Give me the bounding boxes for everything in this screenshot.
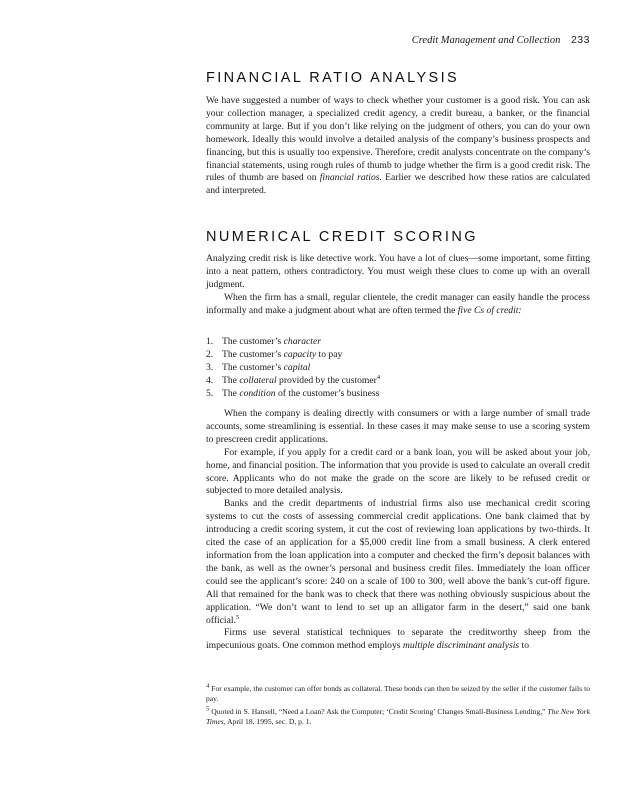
text-run: When the firm has a small, regular clientele, the credit manager can easily handle the process informally and make a judgment about what are often termed the	[206, 291, 590, 316]
paragraph: When the company is dealing directly with consumers or with a large number of small trade accounts, some streamlining is essential. In these cases it may make sense to use a scoring system to prescreen credit applications.	[206, 408, 590, 445]
paragraph: Analyzing credit risk is like detective work. You have a lot of clues—some important, some fitting into a neat pattern, others contradictory. You must weigh these clues to come up with an overall judgment.	[206, 253, 590, 290]
emphasis: collateral	[239, 374, 277, 386]
emphasis: financial ratios.	[319, 172, 382, 184]
heading-financial-ratio-analysis: FINANCIAL RATIO ANALYSIS	[206, 70, 460, 86]
paragraph	[206, 498, 590, 627]
list-item	[206, 388, 590, 401]
credit-scoring-body	[206, 408, 590, 653]
running-head	[206, 34, 590, 46]
footnotes	[206, 684, 590, 729]
emphasis: capital	[283, 361, 311, 373]
emphasis: The New York Times,	[206, 706, 590, 726]
page-number: 233	[570, 34, 590, 46]
text-run: The customer’s	[222, 336, 284, 347]
list-number: 5.	[206, 387, 214, 399]
list-number: 3.	[206, 361, 214, 373]
paragraph	[206, 292, 590, 318]
text-run: to	[519, 640, 529, 652]
paragraph: For example, if you apply for a credit card or a bank loan, you will be asked about your job, home, and financial position. The information that you provide is used to calculate an overall credit score. Applicants who do not make the grade on the score are likely to be refused credit or subjected to more detailed analysis.	[206, 446, 590, 497]
list-number: 1.	[206, 336, 214, 347]
emphasis: character	[283, 336, 321, 347]
text-run: The customer’s	[222, 361, 284, 373]
emphasis: condition	[239, 387, 276, 399]
list-number: 2.	[206, 348, 214, 360]
ratio-analysis-section	[206, 95, 590, 198]
emphasis: capacity	[283, 348, 317, 360]
list-item	[206, 336, 590, 349]
credit-scoring-intro	[206, 253, 590, 318]
heading-numerical-credit-scoring: NUMERICAL CREDIT SCORING	[206, 229, 478, 245]
paragraph	[206, 95, 590, 198]
text-run: Quoted in S. Hansell, “Need a Loan? Ask the Computer; ‘Credit Scoring’ Changes Small-Business Lending,”	[209, 706, 548, 716]
text-run: provided by the customer	[276, 374, 377, 386]
list-number: 4.	[206, 374, 214, 386]
emphasis: five Cs of credit:	[457, 304, 522, 316]
text-run: Banks and the credit departments of industrial firms also use mechanical credit scoring systems to cut the costs of assessing commercial credit applications. One bank claimed that by introducing a credit scoring system, it cut the cost of reviewing loan applications by two-thirds. It cited the case of an application for a $5,000 credit line from a small business. A clerk entered information from the loan application into a computer and checked the firm’s deposit balances with the bank, as well as the owner’s personal and business credit files. Immediately the loan officer could see the applicant’s score: 240 on a scale of 100 to 300, well above the bank’s cut-off figure. All that remained for the bank was to check that there was nothing obviously suspicious about the application. “We don’t want to lend to set up an alligator farm in the desert,” said one bank official.	[206, 498, 590, 626]
footnote-mark: 4	[206, 682, 210, 690]
text-run: The customer’s	[222, 348, 284, 360]
paragraph	[206, 627, 590, 653]
footnote-5	[206, 707, 590, 728]
running-head-title: Credit Management and Collection	[411, 35, 561, 46]
footnote-mark: 5	[206, 705, 210, 713]
five-cs-list	[206, 336, 590, 401]
text-run: For example, the customer can offer bonds as collateral. These bonds can then be seized by the seller if the customer fails to pay.	[206, 684, 590, 704]
emphasis: multiple discriminant analysis	[402, 640, 520, 652]
footnote-ref-5: 5	[235, 613, 240, 621]
footnote-4	[206, 684, 590, 705]
text-run: The	[222, 387, 240, 399]
list-item	[206, 375, 590, 388]
text-run: to pay	[316, 348, 343, 360]
list-item	[206, 362, 590, 375]
list-item	[206, 349, 590, 362]
text-run: Earlier we described how these ratios are calculated and interpreted.	[206, 172, 590, 197]
text-run: The	[222, 374, 240, 386]
text-run: April 18, 1995, sec. D, p. 1.	[225, 716, 312, 726]
text-run: Firms use several statistical techniques to separate the creditworthy sheep from the impecunious goats. One common method employs	[206, 627, 590, 652]
footnote-ref-4: 4	[376, 373, 381, 381]
text-run: We have suggested a number of ways to check whether your customer is a good risk. You can ask your collection manager, a specialized credit agency, a credit bureau, a banker, or the financial community at large. But if you don’t like relying on the judgment of others, you can do your own homework. Ideally this would involve a detailed analysis of the company’s business prospects and financing, but this is usually too expensive. Therefore, credit analysts concentrate on the company’s financial statements, using rough rules of thumb to judge whether the firm is a good credit risk. The rules of thumb are based on	[206, 95, 590, 184]
text-run: of the customer’s business	[275, 387, 380, 399]
